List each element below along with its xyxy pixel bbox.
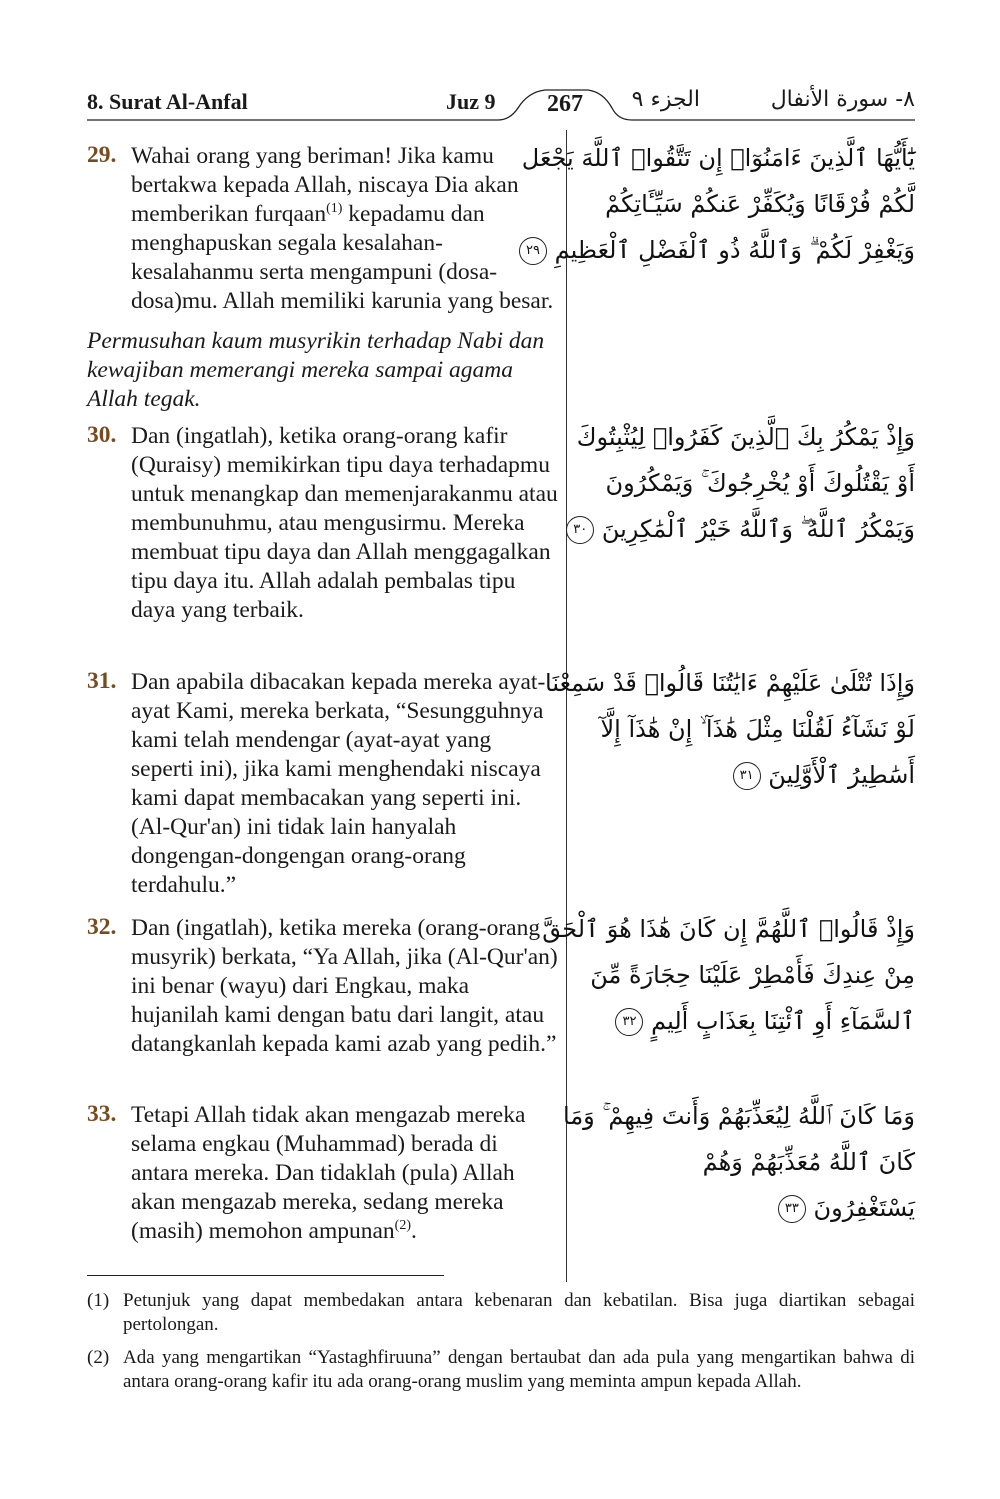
- footnote-rule: [87, 1275, 444, 1276]
- ayah-number-marker: ٢٩: [519, 237, 547, 265]
- footnote-text: Ada yang mengartikan “Yastaghfiruuna” dengan bertaubat dan ada pula yang mengartikan bahwa di antara orang-orang kafir itu ada orang-orang muslim yang meminta ampun kepada Allah.: [123, 1347, 915, 1392]
- verse-text: Dan apabila dibacakan kepada mereka ayat-ayat Kami, mereka berkata, “Sesungguhnya kami telah mendengar (ayat-ayat yang seperti ini), jika kami menghendaki niscaya kami dapat membacakan yang seperti ini. (Al-Qur'an) ini tidak lain hanyalah dongengan-dongengan orang-orang terdahulu.”: [131, 669, 546, 898]
- verse-text: Wahai orang yang beriman! Jika kamu bertakwa kepada Allah, niscaya Dia akan memberikan furqaan$^{(1)}$ kepadamu dan menghapuskan segala kesalahan-kesalahanmu serta mengampuni (dosa-dosa)mu. Allah memiliki karunia yang besar.: [131, 143, 554, 314]
- verse-number: 32.: [87, 914, 117, 940]
- footnote-ref[interactable]: (1): [326, 201, 343, 217]
- ayah-number-marker: ٣٢: [615, 1008, 643, 1036]
- verse-text: Dan (ingatlah), ketika mereka (orang-orang musyrik) berkata, “Ya Allah, jika (Al-Qur'an) ini benar (wayu) dari Engkau, maka hujanilah kami dengan batu dari langit, atau datangkanlah kepada kami azab yang pedih.”: [131, 915, 558, 1057]
- ayah-number-marker: ٣١: [733, 762, 761, 790]
- verse-33-arabic: وَمَا كَانَ ٱللَّهُ لِيُعَذِّبَهُمْ وَأَنتَ فِيهِمْ ۚ وَمَا كَانَ ٱللَّهُ مُعَذِّبَهُمْ وَهُمْ يَسْتَغْفِرُونَ ٣٣: [563, 1102, 915, 1222]
- footnote-marker: (2): [87, 1347, 110, 1368]
- header-juz-arabic: الجزء ٩: [631, 87, 700, 112]
- ayah-number-marker: ٣٣: [778, 1195, 806, 1223]
- section-heading: Permusuhan kaum musyrikin terhadap Nabi dan kewajiban memerangi mereka sampai agama Allah tegak.: [87, 328, 545, 412]
- header-surah-latin: 8. Surat Al-Anfal: [87, 89, 248, 114]
- header-juz-latin: Juz 9: [446, 89, 496, 114]
- verse-29-arabic: يَٰٓأَيُّهَا ٱلَّذِينَ ءَامَنُوٓا۟ إِن تَتَّقُوا۟ ٱللَّهَ يَجْعَل لَّكُمْ فُرْقَانًا وَيُكَفِّرْ عَنكُمْ سَيِّـَٔاتِكُمْ وَيَغْفِرْ لَكُمْ ۗ وَٱللَّهُ ذُو ٱلْفَضْلِ ٱلْعَظِيمِ ٢٩: [585, 135, 915, 273]
- verse-number: 31.: [87, 668, 117, 694]
- verse-30-arabic: وَإِذْ يَمْكُرُ بِكَ ٱلَّذِينَ كَفَرُوا۟ لِيُثْبِتُوكَ أَوْ يَقْتُلُوكَ أَوْ يُخْرِجُوكَ ۚ وَيَمْكُرُونَ وَيَمْكُرُ ٱللَّهُ ۖ وَٱللَّهُ خَيْرُ ٱلْمَٰكِرِينَ ٣٠: [585, 414, 915, 552]
- verse-text: Dan (ingatlah), ketika orang-orang kafir (Quraisy) memikirkan tipu daya terhadapmu untuk menangkap dan memenjarakanmu atau membunuhmu, atau mengusirmu. Mereka membuat tipu daya dan Allah menggagalkan tipu daya itu. Allah adalah pembalas tipu daya yang terbaik.: [131, 423, 558, 623]
- header-rule: [0, 0, 1000, 140]
- verse-31-arabic: وَإِذَا تُتْلَىٰ عَلَيْهِمْ ءَايَٰتُنَا قَالُوا۟ قَدْ سَمِعْنَا لَوْ نَشَآءُ لَقُلْنَا مِثْلَ هَٰذَآ ۙ إِنْ هَٰذَآ إِلَّآ أَسَٰطِيرُ ٱلْأَوَّلِينَ ٣١: [545, 669, 915, 789]
- page-number: 267: [547, 91, 583, 117]
- verse-32-arabic: وَإِذْ قَالُوا۟ ٱللَّهُمَّ إِن كَانَ هَٰذَا هُوَ ٱلْحَقَّ مِنْ عِندِكَ فَأَمْطِرْ عَلَيْنَا حِجَارَةً مِّنَ ٱلسَّمَآءِ أَوِ ٱئْتِنَا بِعَذَابٍ أَلِيمٍ ٣٢: [542, 915, 915, 1035]
- verse-number: 30.: [87, 422, 117, 448]
- ayah-number-marker: ٣٠: [566, 516, 594, 544]
- verse-number: 29.: [87, 142, 117, 168]
- footnote-marker: (1): [87, 1290, 110, 1311]
- verse-number: 33.: [87, 1101, 117, 1127]
- header-surah-arabic: ٨- سورة الأنفال: [770, 87, 915, 112]
- footnote-text: Petunjuk yang dapat membedakan antara kebenaran dan kebatilan. Bisa juga diartikan sebagai pertolongan.: [123, 1290, 915, 1335]
- verse-text: Tetapi Allah tidak akan mengazab mereka selama engkau (Muhammad) berada di antara mereka. Dan tidaklah (pula) Allah akan mengazab mereka, sedang mereka (masih) memohon ampunan$^{(2)}$.: [131, 1102, 526, 1244]
- footnote-ref[interactable]: (2): [394, 1218, 411, 1234]
